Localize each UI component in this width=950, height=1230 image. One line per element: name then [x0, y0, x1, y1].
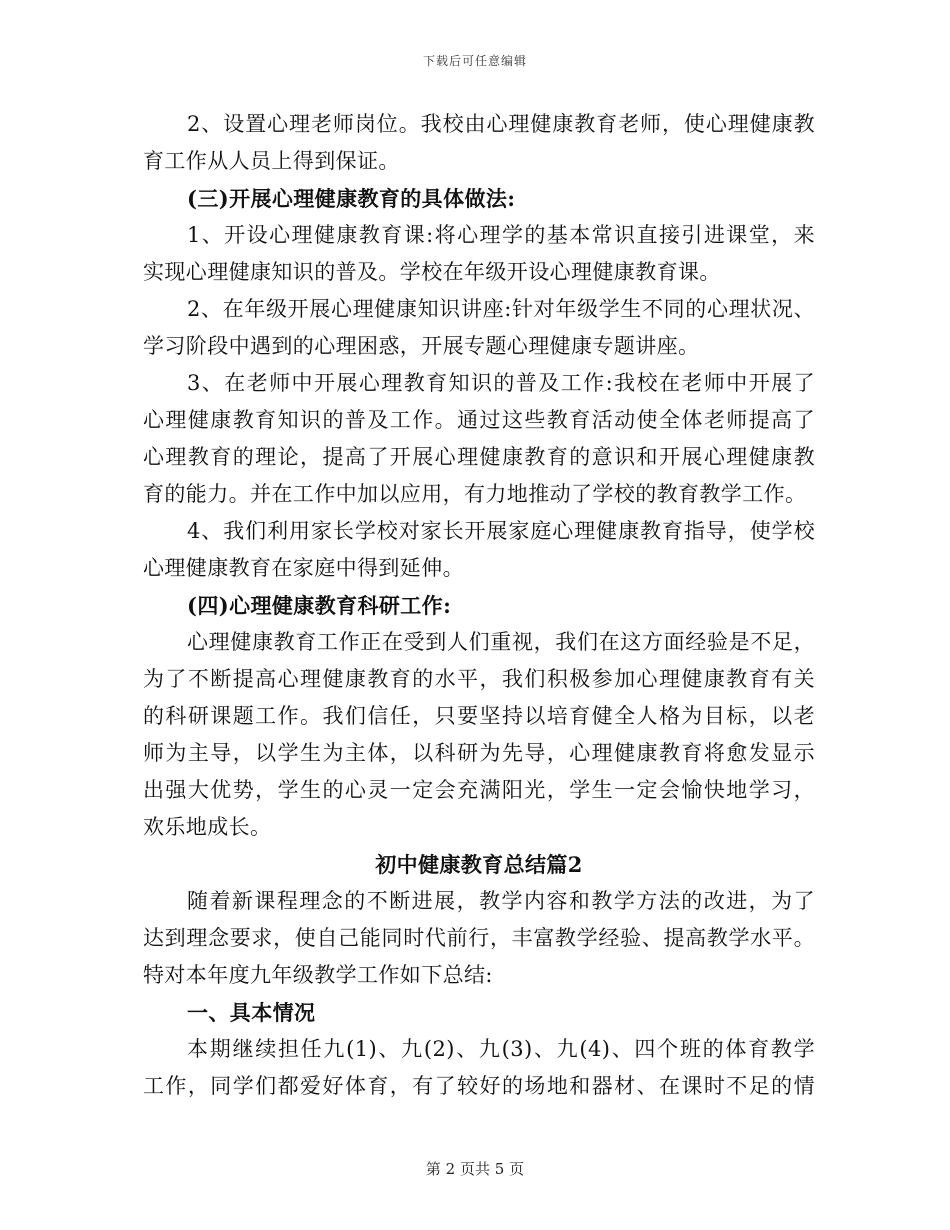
document-body [143, 106, 815, 1105]
paragraph-line: 的科研课题工作。我们信任，只要坚持以培育健全人格为目标，以老 [143, 704, 815, 728]
paragraph-line: 育的能力。并在工作中加以应用，有力地推动了学校的教育教学工作。 [143, 482, 807, 506]
paragraph-line: 为了不断提高心理健康教育的水平，我们积极参加心理健康教育有关 [143, 667, 815, 691]
section-heading: (三)开展心理健康教育的具体做法: [187, 186, 516, 211]
paragraph-line: 随着新课程理念的不断进展，教学内容和教学方法的改进，为了 [187, 889, 815, 913]
paragraph-line: 4、我们利用家长学校对家长开展家庭心理健康教育指导，使学校 [187, 519, 815, 543]
paragraph-line: 心理健康教育知识的普及工作。通过这些教育活动使全体老师提高了 [143, 408, 815, 432]
paragraph-line: 育工作从人员上得到保证。 [143, 149, 400, 173]
section-heading: 一、具本情况 [187, 1000, 316, 1025]
paragraph-line: 特对本年度九年级教学工作如下总结: [143, 963, 493, 987]
paragraph-line: 实现心理健康知识的普及。学校在年级开设心理健康教育课。 [143, 260, 721, 284]
paragraph-line: 1、开设心理健康教育课:将心理学的基本常识直接引进课堂，来 [187, 223, 815, 247]
paragraph-line: 2、在年级开展心理健康知识讲座:针对年级学生不同的心理状况、 [187, 297, 815, 321]
paragraph-line: 达到理念要求，使自己能同时代前行，丰富教学经验、提高教学水平。 [143, 926, 815, 950]
paragraph-line: 学习阶段中遇到的心理困惑，开展专题心理健康专题讲座。 [143, 334, 700, 358]
paragraph-line: 2、设置心理老师岗位。我校由心理健康教育老师，使心理健康教 [187, 112, 815, 136]
paragraph-line: 出强大优势，学生的心灵一定会充满阳光，学生一定会愉快地学习， [143, 778, 815, 802]
page-footer: 第 2 页共 5 页 [425, 1160, 525, 1178]
paragraph-line: 工作，同学们都爱好体育，有了较好的场地和器材、在课时不足的情 [143, 1074, 815, 1098]
section-heading: (四)心理健康教育科研工作: [187, 593, 452, 618]
page-header: 下载后可任意编辑 [422, 54, 527, 68]
paragraph-line: 欢乐地成长。 [143, 815, 272, 839]
paragraph-line: 师为主导，以学生为主体，以科研为先导，心理健康教育将愈发显示 [143, 741, 815, 765]
paragraph-line: 心理健康教育工作正在受到人们重视，我们在这方面经验是不足， [187, 630, 815, 654]
paragraph-line: 本期继续担任九(1)、九(2)、九(3)、九(4)、四个班的体育教学 [187, 1037, 815, 1061]
paragraph-line: 心理健康教育在家庭中得到延伸。 [143, 556, 464, 580]
article-title: 初中健康教育总结篇2 [375, 852, 583, 877]
paragraph-line: 3、在老师中开展心理教育知识的普及工作:我校在老师中开展了 [187, 371, 815, 395]
paragraph-line: 心理教育的理论，提高了开展心理健康教育的意识和开展心理健康教 [143, 445, 815, 469]
